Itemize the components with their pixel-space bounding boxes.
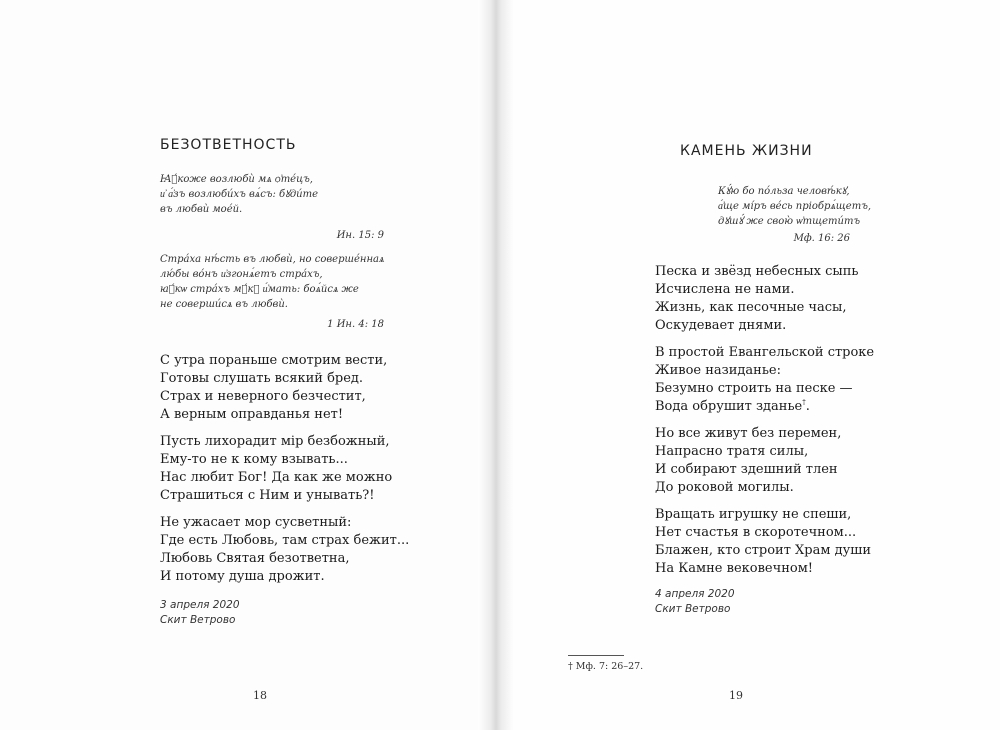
verse-line: Готовы слушать всякий бред.: [160, 371, 364, 386]
stanza: [160, 352, 387, 424]
verse-line: Напрасно тратя силы,: [655, 444, 809, 459]
verse-text: Вода обрушит зданье: [655, 399, 803, 414]
verse-line: Но все живут без перемен,: [655, 426, 842, 441]
epigraph-reference: Мф. 16: 26: [793, 233, 850, 244]
signature: [655, 587, 735, 617]
verse-line: Страшиться с Ним и унывать?!: [160, 488, 375, 503]
verse-line: Блажен, кто строит Храм души: [655, 543, 872, 558]
epigraph-1: [160, 172, 318, 217]
poem-place: Скит Ветрово: [655, 603, 731, 615]
verse-line: Песка и звёзд небесных сыпь: [655, 264, 859, 279]
verse-line: Где есть Любовь, там страх бежит...: [160, 533, 410, 548]
footnote-marker: †: [802, 398, 806, 407]
footnote-divider: [568, 655, 624, 656]
epigraph-reference: Ин. 15: 9: [336, 230, 384, 241]
verse-line: Страх и неверного безчестит,: [160, 389, 366, 404]
verse-line: Вращать игрушку не спеши,: [655, 507, 852, 522]
epigraph-line: а҆́ще мі́ръ ве́сь пріобрѧ́щетъ,: [718, 201, 872, 212]
verse-line: Жизнь, как песочные часы,: [655, 300, 847, 315]
verse-line: В простой Евангельской строке: [655, 345, 875, 360]
verse-line: Оскудевает днями.: [655, 318, 787, 333]
stanza: [655, 344, 874, 416]
verse-line: Живое назиданье:: [655, 363, 781, 378]
epigraph-line: не соверши́сѧ въ любвѝ.: [160, 299, 288, 310]
verse-line: С утра пораньше смотрим вести,: [160, 353, 388, 368]
epigraph-line: лю́бы во́нъ и҆згонѧ́етъ стра́хъ,: [160, 269, 323, 280]
stanza: [160, 433, 392, 505]
verse-line: Нас любит Бог! Да как же можно: [160, 470, 393, 485]
epigraph-line: Ꙗ҆́коже возлюбѝ мѧ ѻ҆те́цъ,: [160, 174, 313, 185]
epigraph-line: въ любвѝ мое́й.: [160, 204, 243, 215]
verse-line: Не ужасает мор сусветный:: [160, 515, 352, 530]
page-number: 18: [253, 689, 267, 702]
page-number: 19: [729, 689, 743, 702]
epigraph-2: [160, 252, 384, 312]
epigraph-line: Стра́ха нѣ́сть въ любвѝ, но соверше́ннаѧ: [160, 254, 385, 265]
epigraph-reference: 1 Ин. 4: 18: [327, 319, 384, 330]
verse-line: И потому душа дрожит.: [160, 569, 325, 584]
verse-line: До роковой могилы.: [655, 480, 794, 495]
signature: [160, 598, 240, 628]
epigraph-line: Кꙋ́ю бо по́льза человѣ́кꙋ,: [718, 186, 850, 197]
verse-line: Нет счастья в скоротечном...: [655, 525, 857, 540]
poem-title-right: КАМЕНЬ ЖИЗНИ: [680, 143, 813, 159]
epigraph-line: ꙗ҆́кѡ стра́хъ мꙋ́кꙋ и҆́мать: боѧ́йсѧ же: [160, 284, 359, 295]
stanza: [160, 514, 409, 586]
epigraph-right: [718, 184, 871, 229]
poem-date: 4 апреля 2020: [655, 588, 735, 600]
verse-line: Вода обрушит зданье†.: [655, 398, 810, 414]
verse-line: Ему-то не к кому взывать...: [160, 452, 348, 467]
poem-title-left: БЕЗОТВЕТНОСТЬ: [160, 137, 297, 153]
verse-line: И собирают здешний тлен: [655, 462, 838, 477]
verse-line: Пусть лихорадит мір безбожный,: [160, 434, 390, 449]
verse-line: А верным оправданья нет!: [160, 407, 344, 422]
verse-line: Исчислена не нами.: [655, 282, 795, 297]
footnote: † Мф. 7: 26–27.: [568, 661, 644, 672]
poem-place: Скит Ветрово: [160, 614, 236, 626]
poem-date: 3 апреля 2020: [160, 599, 240, 611]
stanza: [655, 425, 841, 497]
stanza: [655, 506, 871, 578]
epigraph-line: и҆ а҆́зъ возлюби́хъ вѧ́съ: бꙋди́те: [160, 189, 318, 200]
verse-line: Любовь Святая безответна,: [160, 551, 350, 566]
book-gutter: [478, 0, 514, 730]
verse-line: На Камне вековечном!: [655, 561, 814, 576]
verse-line: Безумно строить на песке —: [655, 381, 853, 396]
stanza: [655, 263, 858, 335]
epigraph-line: дꙋшꙋ́ же свою̀ ѡ҆тщети́тъ: [718, 216, 861, 227]
